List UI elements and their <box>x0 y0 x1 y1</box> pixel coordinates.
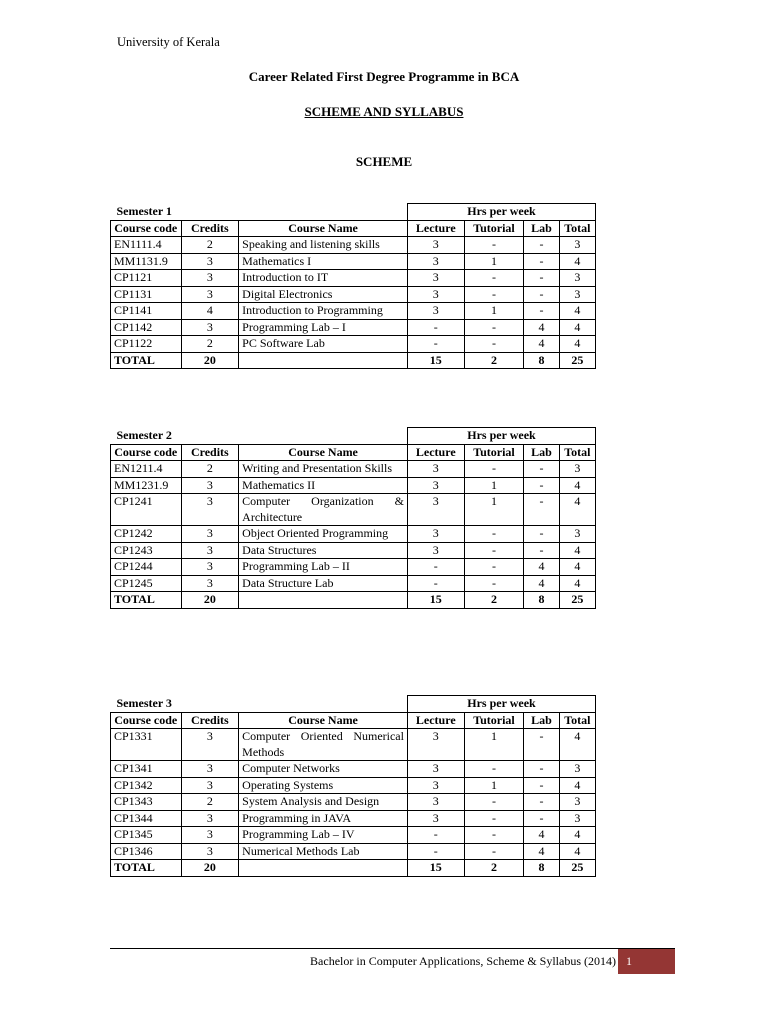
lecture-hours: 3 <box>407 729 464 761</box>
lecture-hours: 3 <box>407 777 464 794</box>
footer-text: Bachelor in Computer Applications, Scheme & Syllabus (2014) <box>310 954 616 968</box>
total-row <box>111 352 596 369</box>
course-code: CP1142 <box>111 319 182 336</box>
credits-header: Credits <box>181 220 239 237</box>
total-credits: 20 <box>181 860 239 877</box>
total-hours: 3 <box>559 270 595 287</box>
column-header-row <box>111 444 596 461</box>
lab-hours: - <box>524 477 559 494</box>
total-hours: 3 <box>559 237 595 254</box>
semester-table <box>110 695 596 877</box>
course-code-header: Course code <box>111 444 182 461</box>
total-hours: 3 <box>559 286 595 303</box>
column-header-row <box>111 712 596 729</box>
lecture-header: Lecture <box>407 712 464 729</box>
table-row <box>111 777 596 794</box>
credits: 3 <box>181 777 239 794</box>
credits: 3 <box>181 494 239 526</box>
credits: 2 <box>181 237 239 254</box>
table-row <box>111 843 596 860</box>
course-code: CP1242 <box>111 526 182 543</box>
tutorial-hours: - <box>464 575 524 592</box>
lab-hours: - <box>524 303 559 320</box>
course-code: CP1345 <box>111 827 182 844</box>
semester-table <box>110 427 596 609</box>
tutorial-header: Tutorial <box>464 220 524 237</box>
course-name-header: Course Name <box>239 712 408 729</box>
table-row <box>111 761 596 778</box>
total-hours: 4 <box>559 303 595 320</box>
tutorial-hours: - <box>464 559 524 576</box>
lecture-hours: 3 <box>407 794 464 811</box>
course-code-header: Course code <box>111 712 182 729</box>
lab-hours: - <box>524 729 559 761</box>
total-tutorial: 2 <box>464 592 524 609</box>
credits: 3 <box>181 761 239 778</box>
course-name: Computer Organization & Architecture <box>239 494 408 526</box>
semester-label: Semester 3 <box>116 695 172 710</box>
lecture-hours: 3 <box>407 477 464 494</box>
course-name: Speaking and listening skills <box>239 237 408 254</box>
course-name: Data Structure Lab <box>239 575 408 592</box>
lab-header: Lab <box>524 220 559 237</box>
credits: 4 <box>181 303 239 320</box>
table-row <box>111 810 596 827</box>
semester-label-row <box>111 696 596 713</box>
table-row <box>111 303 596 320</box>
tutorial-hours: 1 <box>464 253 524 270</box>
lecture-hours: - <box>407 843 464 860</box>
course-name: Numerical Methods Lab <box>239 843 408 860</box>
course-code: CP1346 <box>111 843 182 860</box>
tutorial-hours: 1 <box>464 303 524 320</box>
total-total: 25 <box>559 860 595 877</box>
course-code: CP1245 <box>111 575 182 592</box>
table-row <box>111 237 596 254</box>
tutorial-hours: - <box>464 237 524 254</box>
total-blank <box>239 592 408 609</box>
course-name-header: Course Name <box>239 444 408 461</box>
column-header-row <box>111 220 596 237</box>
lecture-hours: 3 <box>407 526 464 543</box>
credits: 3 <box>181 729 239 761</box>
total-tutorial: 2 <box>464 860 524 877</box>
credits: 3 <box>181 253 239 270</box>
total-label: TOTAL <box>111 860 182 877</box>
course-name: Introduction to IT <box>239 270 408 287</box>
course-name: Programming Lab – IV <box>239 827 408 844</box>
table-row <box>111 575 596 592</box>
course-name: Programming Lab – I <box>239 319 408 336</box>
course-name: Object Oriented Programming <box>239 526 408 543</box>
total-blank <box>239 860 408 877</box>
total-hours: 4 <box>559 729 595 761</box>
lab-hours: - <box>524 286 559 303</box>
credits: 2 <box>181 794 239 811</box>
semester-label-row <box>111 428 596 445</box>
lab-hours: 4 <box>524 827 559 844</box>
semester-label: Semester 1 <box>116 203 172 218</box>
table-row <box>111 286 596 303</box>
course-name: Writing and Presentation Skills <box>239 461 408 478</box>
lab-hours: - <box>524 461 559 478</box>
course-name: System Analysis and Design <box>239 794 408 811</box>
total-total: 25 <box>559 352 595 369</box>
tutorial-hours: - <box>464 461 524 478</box>
credits-header: Credits <box>181 712 239 729</box>
tutorial-hours: - <box>464 526 524 543</box>
total-header: Total <box>559 220 595 237</box>
total-hours: 4 <box>559 777 595 794</box>
table-row <box>111 336 596 353</box>
hrs-per-week-header: Hrs per week <box>407 204 595 221</box>
total-hours: 4 <box>559 559 595 576</box>
table-row <box>111 270 596 287</box>
lecture-hours: 3 <box>407 761 464 778</box>
credits: 3 <box>181 270 239 287</box>
credits-header: Credits <box>181 444 239 461</box>
credits: 3 <box>181 477 239 494</box>
university-name: University of Kerala <box>117 35 220 49</box>
total-lecture: 15 <box>407 352 464 369</box>
tutorial-hours: - <box>464 319 524 336</box>
total-hours: 4 <box>559 575 595 592</box>
credits: 3 <box>181 843 239 860</box>
tutorial-hours: 1 <box>464 494 524 526</box>
lecture-hours: 3 <box>407 253 464 270</box>
semester-label: Semester 2 <box>116 427 172 442</box>
total-tutorial: 2 <box>464 352 524 369</box>
credits: 3 <box>181 810 239 827</box>
tutorial-hours: - <box>464 794 524 811</box>
total-hours: 3 <box>559 461 595 478</box>
course-code: CP1243 <box>111 542 182 559</box>
total-header: Total <box>559 444 595 461</box>
lab-hours: - <box>524 542 559 559</box>
course-name: Computer Oriented Numerical Methods <box>239 729 408 761</box>
course-code: CP1341 <box>111 761 182 778</box>
total-hours: 3 <box>559 810 595 827</box>
total-hours: 3 <box>559 526 595 543</box>
tutorial-hours: - <box>464 270 524 287</box>
footer-divider <box>110 948 675 949</box>
lab-hours: - <box>524 253 559 270</box>
tutorial-header: Tutorial <box>464 712 524 729</box>
course-code: CP1342 <box>111 777 182 794</box>
course-code: CP1122 <box>111 336 182 353</box>
lecture-hours: - <box>407 559 464 576</box>
credits: 3 <box>181 827 239 844</box>
lab-hours: - <box>524 237 559 254</box>
credits: 3 <box>181 542 239 559</box>
tutorial-hours: - <box>464 286 524 303</box>
lecture-hours: 3 <box>407 494 464 526</box>
lecture-hours: 3 <box>407 542 464 559</box>
course-code: MM1131.9 <box>111 253 182 270</box>
total-credits: 20 <box>181 592 239 609</box>
course-code: CP1244 <box>111 559 182 576</box>
total-blank <box>239 352 408 369</box>
course-name: Programming Lab – II <box>239 559 408 576</box>
total-hours: 4 <box>559 843 595 860</box>
credits: 3 <box>181 575 239 592</box>
table-row <box>111 559 596 576</box>
lab-header: Lab <box>524 712 559 729</box>
course-name: Data Structures <box>239 542 408 559</box>
total-lecture: 15 <box>407 860 464 877</box>
credits: 3 <box>181 526 239 543</box>
total-hours: 3 <box>559 761 595 778</box>
total-lecture: 15 <box>407 592 464 609</box>
lab-hours: 4 <box>524 843 559 860</box>
table-row <box>111 827 596 844</box>
lab-hours: - <box>524 794 559 811</box>
total-hours: 4 <box>559 477 595 494</box>
credits: 3 <box>181 286 239 303</box>
lab-header: Lab <box>524 444 559 461</box>
total-row <box>111 592 596 609</box>
total-lab: 8 <box>524 592 559 609</box>
lab-hours: - <box>524 810 559 827</box>
lecture-hours: 3 <box>407 303 464 320</box>
credits: 3 <box>181 319 239 336</box>
lecture-hours: - <box>407 575 464 592</box>
course-code-header: Course code <box>111 220 182 237</box>
tutorial-hours: 1 <box>464 777 524 794</box>
tutorial-hours: - <box>464 336 524 353</box>
lab-hours: 4 <box>524 319 559 336</box>
hrs-per-week-header: Hrs per week <box>407 696 595 713</box>
total-hours: 3 <box>559 794 595 811</box>
total-hours: 4 <box>559 336 595 353</box>
total-lab: 8 <box>524 860 559 877</box>
table-row <box>111 253 596 270</box>
course-code: CP1331 <box>111 729 182 761</box>
programme-title: Career Related First Degree Programme in BCA <box>248 69 520 84</box>
document-subtitle: SCHEME AND SYLLABUS <box>304 104 464 119</box>
lecture-hours: 3 <box>407 461 464 478</box>
total-credits: 20 <box>181 352 239 369</box>
tutorial-hours: - <box>464 810 524 827</box>
tutorial-hours: - <box>464 761 524 778</box>
table-row <box>111 542 596 559</box>
total-hours: 4 <box>559 827 595 844</box>
total-lab: 8 <box>524 352 559 369</box>
lecture-hours: - <box>407 336 464 353</box>
lab-hours: - <box>524 761 559 778</box>
course-name-header: Course Name <box>239 220 408 237</box>
lab-hours: - <box>524 526 559 543</box>
total-hours: 4 <box>559 253 595 270</box>
course-code: CP1131 <box>111 286 182 303</box>
table-row <box>111 494 596 526</box>
course-code: CP1241 <box>111 494 182 526</box>
lecture-header: Lecture <box>407 444 464 461</box>
total-hours: 4 <box>559 494 595 526</box>
total-hours: 4 <box>559 542 595 559</box>
lecture-hours: 3 <box>407 286 464 303</box>
table-row <box>111 729 596 761</box>
lab-hours: 4 <box>524 559 559 576</box>
page-number: 1 <box>618 949 675 974</box>
course-name: Computer Networks <box>239 761 408 778</box>
total-hours: 4 <box>559 319 595 336</box>
course-code: CP1141 <box>111 303 182 320</box>
tutorial-hours: - <box>464 542 524 559</box>
table-row <box>111 477 596 494</box>
total-total: 25 <box>559 592 595 609</box>
lab-hours: 4 <box>524 336 559 353</box>
course-code: CP1343 <box>111 794 182 811</box>
lecture-hours: 3 <box>407 270 464 287</box>
lecture-hours: 3 <box>407 810 464 827</box>
table-row <box>111 526 596 543</box>
tutorial-hours: 1 <box>464 477 524 494</box>
table-row <box>111 794 596 811</box>
table-row <box>111 319 596 336</box>
tutorial-hours: - <box>464 827 524 844</box>
credits: 2 <box>181 461 239 478</box>
lecture-header: Lecture <box>407 220 464 237</box>
total-header: Total <box>559 712 595 729</box>
course-name: Operating Systems <box>239 777 408 794</box>
lecture-hours: - <box>407 319 464 336</box>
table-row <box>111 461 596 478</box>
semester-label-row <box>111 204 596 221</box>
credits: 3 <box>181 559 239 576</box>
course-code: CP1344 <box>111 810 182 827</box>
course-name: Mathematics II <box>239 477 408 494</box>
tutorial-hours: 1 <box>464 729 524 761</box>
semester-table <box>110 203 596 369</box>
course-code: MM1231.9 <box>111 477 182 494</box>
lab-hours: 4 <box>524 575 559 592</box>
course-name: Programming in JAVA <box>239 810 408 827</box>
course-code: EN1111.4 <box>111 237 182 254</box>
total-row <box>111 860 596 877</box>
course-name: Digital Electronics <box>239 286 408 303</box>
lab-hours: - <box>524 494 559 526</box>
course-name: PC Software Lab <box>239 336 408 353</box>
total-label: TOTAL <box>111 592 182 609</box>
lab-hours: - <box>524 777 559 794</box>
hrs-per-week-header: Hrs per week <box>407 428 595 445</box>
tutorial-header: Tutorial <box>464 444 524 461</box>
course-name: Introduction to Programming <box>239 303 408 320</box>
lab-hours: - <box>524 270 559 287</box>
course-code: CP1121 <box>111 270 182 287</box>
lecture-hours: - <box>407 827 464 844</box>
lecture-hours: 3 <box>407 237 464 254</box>
credits: 2 <box>181 336 239 353</box>
total-label: TOTAL <box>111 352 182 369</box>
section-heading: SCHEME <box>355 154 413 169</box>
tutorial-hours: - <box>464 843 524 860</box>
course-code: EN1211.4 <box>111 461 182 478</box>
course-name: Mathematics I <box>239 253 408 270</box>
